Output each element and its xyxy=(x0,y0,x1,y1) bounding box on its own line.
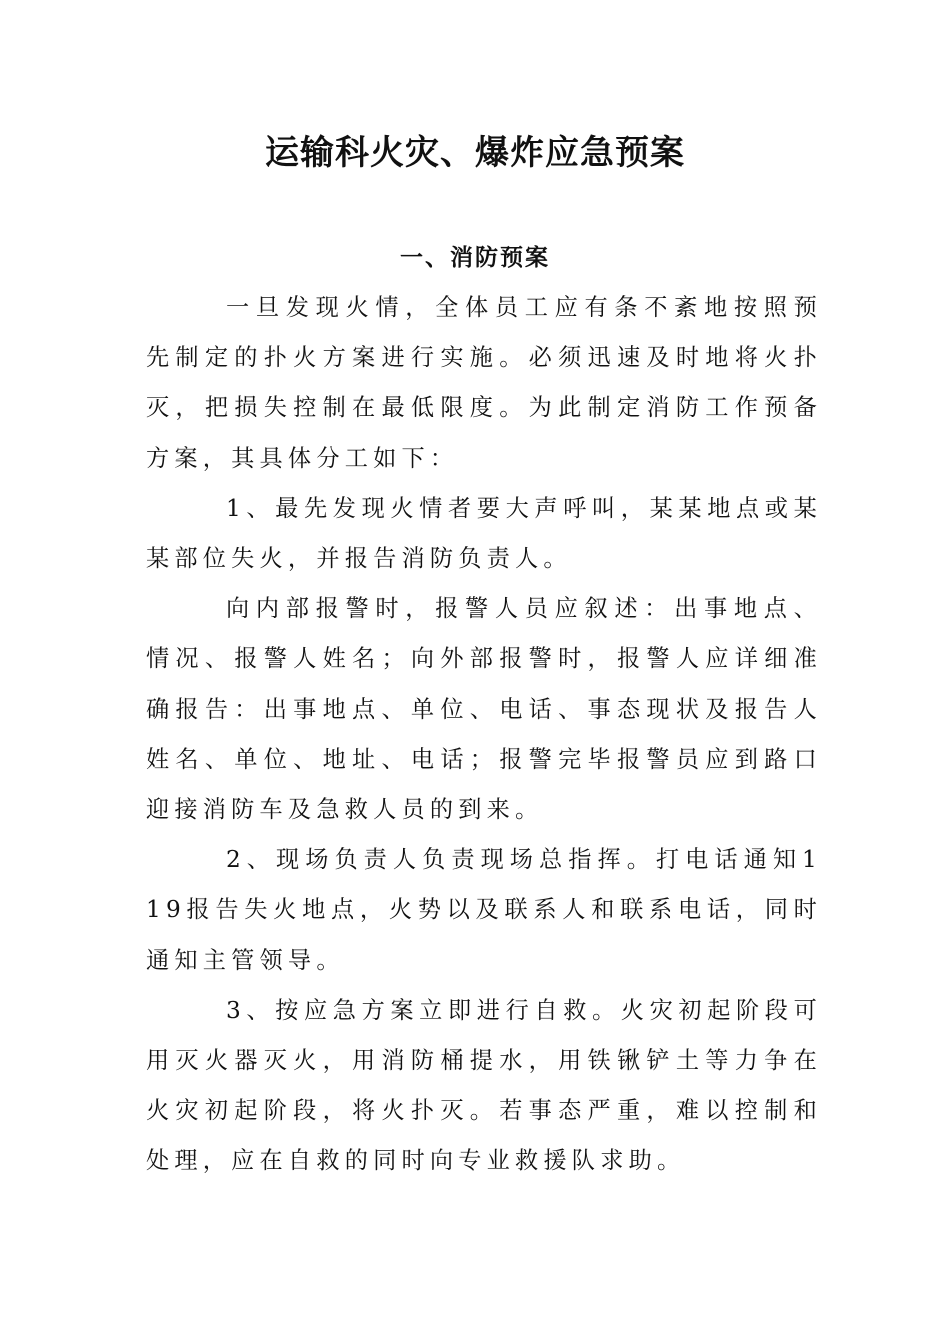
section-heading: 一、消防预案 xyxy=(400,244,550,271)
paragraph-item-3: 3、按应急方案立即进行自救。火灾初起阶段可用灭火器灭火，用消防桶提水，用铁锹铲土等力争在火灾初起阶段，将火扑灭。若事态严重，难以控制和处理，应在自救的同时向专业救援队求助。 xyxy=(146,996,822,1175)
paragraph-item-2: 2、现场负责人负责现场总指挥。打电话通知119报告失火地点，火势以及联系人和联系电话，同时通知主管领导。 xyxy=(146,846,822,974)
document-body xyxy=(146,283,822,1187)
paragraph-item-1: 1、最先发现火情者要大声呼叫，某某地点或某某部位失火，并报告消防负责人。 xyxy=(146,494,822,573)
paragraph-intro: 一旦发现火情，全体员工应有条不紊地按照预先制定的扑火方案进行实施。必须迅速及时地将火扑灭，把损失控制在最低限度。为此制定消防工作预备方案，其具体分工如下： xyxy=(146,294,822,472)
document-title: 运输科火灾、爆炸应急预案 xyxy=(265,133,685,173)
paragraph-alarm-procedure: 向内部报警时，报警人员应叙述：出事地点、情况、报警人姓名；向外部报警时，报警人应详细准确报告：出事地点、单位、电话、事态现状及报告人姓名、单位、地址、电话；报警完毕报警员应到路口迎接消防车及急救人员的到来。 xyxy=(146,595,822,824)
